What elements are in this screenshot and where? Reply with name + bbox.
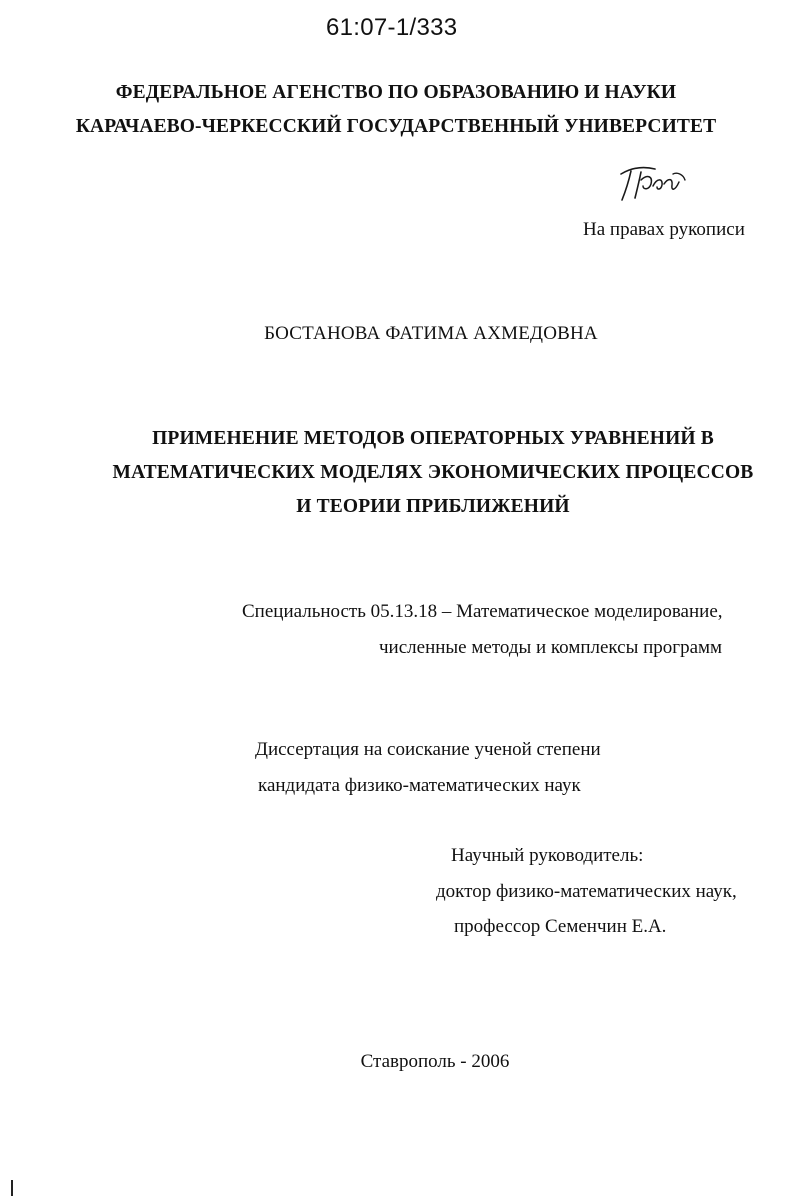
thesis-title-line-2: МАТЕМАТИЧЕСКИХ МОДЕЛЯХ ЭКОНОМИЧЕСКИХ ПРОЦЕССОВ (112, 462, 754, 483)
manuscript-note: На правах рукописи (583, 219, 745, 240)
scan-edge-mark (11, 1180, 13, 1196)
dissertation-line-2: кандидата физико-математических наук (258, 775, 581, 796)
advisor-label: Научный руководитель: (451, 845, 644, 866)
dissertation-line-1: Диссертация на соискание ученой степени (255, 739, 601, 760)
organization-line-2: КАРАЧАЕВО-ЧЕРКЕССКИЙ ГОСУДАРСТВЕННЫЙ УНИВЕРСИТЕТ (75, 116, 717, 137)
organization-line-1: ФЕДЕРАЛЬНОЕ АГЕНСТВО ПО ОБРАЗОВАНИЮ И НАУКИ (115, 82, 677, 103)
city-year: Ставрополь - 2006 (360, 1051, 510, 1072)
archive-code: 61:07-1/333 (326, 14, 458, 41)
advisor-name: профессор Семенчин Е.А. (454, 916, 667, 937)
thesis-title-line-1: ПРИМЕНЕНИЕ МЕТОДОВ ОПЕРАТОРНЫХ УРАВНЕНИЙ В (152, 428, 714, 449)
advisor-degree: доктор физико-математических наук, (436, 881, 737, 902)
thesis-title-line-3: И ТЕОРИИ ПРИБЛИЖЕНИЙ (296, 496, 570, 517)
handwritten-signature (617, 160, 689, 206)
specialty-line-1: Специальность 05.13.18 – Математическое моделирование, (242, 601, 723, 622)
specialty-line-2: численные методы и комплексы программ (379, 637, 723, 658)
author-name: БОСТАНОВА ФАТИМА АХМЕДОВНА (264, 323, 598, 344)
